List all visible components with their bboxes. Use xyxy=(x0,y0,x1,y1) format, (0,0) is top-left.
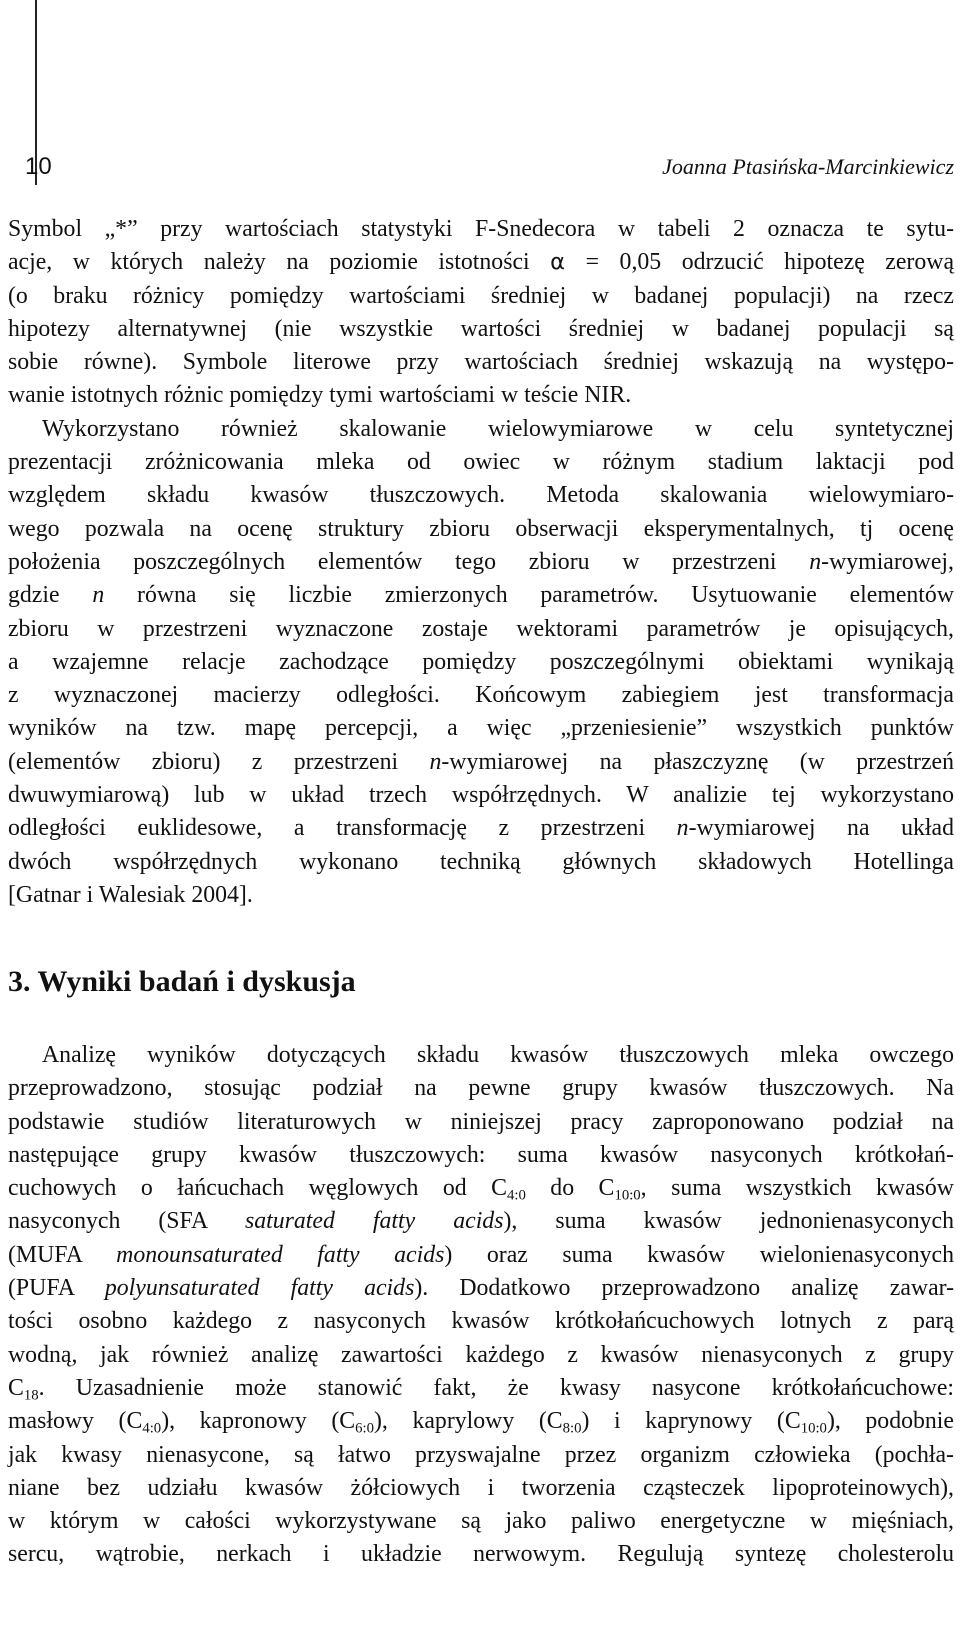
text-line: zbioru w przestrzeni wyznaczone zostaje wektorami parametrów je opisujących, xyxy=(8,615,954,642)
text-line: sercu, wątrobie, nerkach i układzie nerwowym. Regulują syntezę cholesterolu xyxy=(8,1541,954,1568)
text-line: [Gatnar i Walesiak 2004]. xyxy=(8,881,253,908)
text-line: przeprowadzono, stosując podział na pewne grupy kwasów tłuszczowych. Na xyxy=(8,1075,954,1102)
alpha-symbol: α xyxy=(550,249,566,276)
text-line: dwóch współrzędnych wykonano techniką głównych składowych Hotellinga xyxy=(8,848,954,875)
text-line: dwuwymiarową) lub w układ trzech współrzędnych. W analizie tej wykorzystano xyxy=(8,782,954,809)
text-line: odległości euklidesowe, a transformację z przestrzeni n-wymiarowej na układ xyxy=(8,815,954,842)
text-line: sobie równe). Symbole literowe przy wartościach średniej wskazują na występo- xyxy=(8,349,954,376)
text-line: następujące grupy kwasów tłuszczowych: suma kwasów nasyconych krótkołań- xyxy=(8,1141,954,1168)
running-head-author: Joanna Ptasińska-Marcinkiewicz xyxy=(662,154,954,179)
text-line: gdzie n równa się liczbie zmierzonych parametrów. Usytuowanie elementów xyxy=(8,582,955,609)
text-line: wanie istotnych różnic pomiędzy tymi wartościami w teście NIR. xyxy=(8,382,632,409)
text-line: (MUFA monounsaturated fatty acids) oraz suma kwasów wielonienasyconych xyxy=(8,1241,954,1268)
text-line: (o braku różnicy pomiędzy wartościami średniej w badanej populacji) na rzecz xyxy=(8,282,954,309)
text-line: wego pozwala na ocenę struktury zbioru obserwacji eksperymentalnych, tj ocenę xyxy=(8,515,954,542)
text-line: a wzajemne relacje zachodzące pomiędzy poszczególnymi obiektami wynikają xyxy=(8,648,954,675)
text-line: podstawie studiów literaturowych w niniejszej pracy zaproponowano podział na xyxy=(8,1108,954,1135)
body-text-results xyxy=(8,1039,954,1572)
text-line: prezentacji zróżnicowania mleka od owiec w różnym stadium laktacji pod xyxy=(8,449,954,476)
text-line: acje, w których należy na poziomie istotności α = 0,05 odrzucić hipotezę zerową xyxy=(8,249,955,276)
text-line: jak kwasy nienasycone, są łatwo przyswajalne przez organizm człowieka (pochła- xyxy=(8,1441,954,1468)
text-line: tości osobno każdego z nasyconych kwasów krótkołańcuchowych lotnych z parą xyxy=(8,1308,954,1335)
text-line: w którym w całości wykorzystywane są jako paliwo energetyczne w mięśniach, xyxy=(8,1508,954,1535)
text-line: masłowy $(C_{4:0})$, kapronowy $(C_{6:0})$, kaprylowy $(C_{8:0})$ i kaprynowy $(C_{10:0})$, podobnie xyxy=(8,1408,954,1437)
text-line: $C_{18}$. Uzasadnienie może stanowić fakt, że kwasy nasycone krótkołańcuchowe: xyxy=(8,1374,954,1404)
text-line: położenia poszczególnych elementów tego zbioru w przestrzeni n-wymiarowej, xyxy=(8,548,954,575)
text-line: Analizę wyników dotyczących składu kwasów tłuszczowych mleka owczego xyxy=(42,1042,954,1068)
text-line: Symbol „*” przy wartościach statystyki F-Snedecora w tabeli 2 oznacza te sytu- xyxy=(8,216,954,242)
text-line: hipotezy alternatywnej (nie wszystkie wartości średniej w badanej populacji są xyxy=(8,315,954,342)
text-line: wodną, jak również analizę zawartości każdego z kwasów nienasyconych z grupy xyxy=(8,1341,954,1368)
text-line: niane bez udziału kwasów żółciowych i tworzenia cząsteczek lipoproteinowych), xyxy=(8,1474,954,1501)
text-line: względem składu kwasów tłuszczowych. Metoda skalowania wielowymiaro- xyxy=(8,482,954,509)
text-line: Wykorzystano również skalowanie wielowymiarowe w celu syntetycznej xyxy=(42,415,954,442)
text-line: (PUFA polyunsaturated fatty acids). Dodatkowo przeprowadzono analizę zawar- xyxy=(8,1275,954,1302)
section-heading: 3. Wyniki badań i dyskusja xyxy=(8,965,356,998)
text-line: z wyznaczonej macierzy odległości. Końcowym zabiegiem jest transformacja xyxy=(8,682,954,709)
text-line: nasyconych (SFA saturated fatty acids), suma kwasów jednonienasyconych xyxy=(8,1208,954,1235)
body-text-top xyxy=(8,213,954,912)
text-line: wyników na tzw. mapę percepcji, a więc „przeniesienie” wszystkich punktów xyxy=(8,715,954,742)
page-number: 10 xyxy=(25,153,52,180)
text-line: cuchowych o łańcuchach węglowych od $C_{4:0}$ do $C_{10:0}$, suma wszystkich kwasów xyxy=(8,1175,954,1204)
text-line: (elementów zbioru) z przestrzeni n-wymiarowej na płaszczyznę (w przestrzeń xyxy=(8,748,954,775)
